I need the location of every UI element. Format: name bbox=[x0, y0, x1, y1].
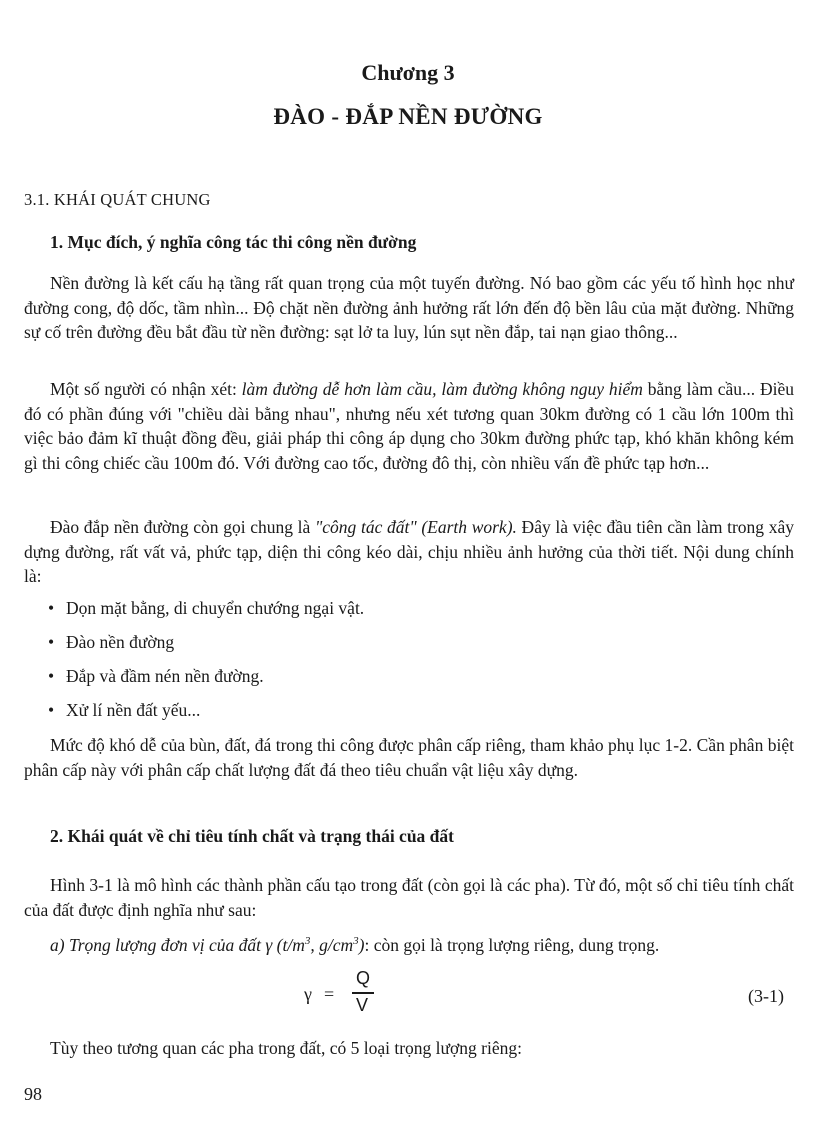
paragraph-2-rest: bằng làm cầu... Điều đó có phần đúng với "chiều dài bằng nhau", nhưng nếu xét tương quan 30km đường có 1 cầu lớn 100m thì việc bảo đảm kĩ thuật đồng đều, giải pháp thi công áp dụng cho 30km đường phức tạp, khó khăn không kém gì thi công chiếc cầu 100m đó. Với đường cao tốc, đường đô thị, còn nhiều vấn đề phức tạp hơn... bbox=[24, 379, 794, 474]
definition-text: : còn gọi là trọng lượng riêng, dung trọng. bbox=[364, 935, 660, 955]
definition-term: a) Trọng lượng đơn vị của đất γ ($t/m^3$, $g/cm^3$) bbox=[50, 935, 365, 955]
section-heading: 3.1. KHÁI QUÁT CHUNG bbox=[24, 190, 211, 209]
definition-line bbox=[50, 935, 659, 956]
bullet-dot-icon: • bbox=[48, 700, 55, 720]
list-item-text: Dọn mặt bằng, di chuyển chướng ngại vật. bbox=[66, 598, 365, 618]
list-item bbox=[48, 698, 364, 732]
bullet-dot-icon: • bbox=[48, 666, 55, 686]
paragraph-4: Mức độ khó dễ của bùn, đất, đá trong thi công được phân cấp riêng, tham khảo phụ lục 1-2. Cần phân biệt phân cấp này với phân cấp chất lượng đất đá theo tiêu chuẩn vật liệu xây dựng. bbox=[24, 735, 794, 780]
bullet-dot-icon: • bbox=[48, 598, 55, 618]
formula-numerator: Q bbox=[356, 968, 371, 988]
paragraph-2-start: Một số người có nhận xét: bbox=[50, 379, 242, 399]
paragraph-3-italic: "công tác đất" (Earth work). bbox=[314, 517, 517, 537]
list-item bbox=[48, 664, 364, 698]
formula-lhs: γ bbox=[304, 984, 312, 1004]
equation-number: (3-1) bbox=[748, 986, 784, 1006]
subheading-1: 1. Mục đích, ý nghĩa công tác thi công nền đường bbox=[50, 232, 417, 252]
paragraph-2 bbox=[24, 377, 794, 476]
bullet-list bbox=[48, 596, 364, 732]
formula-equals: = bbox=[324, 984, 335, 1004]
page-number: 98 bbox=[24, 1084, 42, 1104]
chapter-heading: Chương 3 bbox=[361, 60, 455, 85]
list-item bbox=[48, 596, 364, 630]
list-item-text: Đắp và đầm nén nền đường. bbox=[66, 666, 264, 686]
formula-denominator: V bbox=[356, 995, 369, 1015]
subheading-2: 2. Khái quát về chỉ tiêu tính chất và trạng thái của đất bbox=[50, 826, 454, 846]
list-item-text: Xử lí nền đất yếu... bbox=[66, 700, 201, 720]
paragraph-2-italic: làm đường dễ hơn làm cầu, làm đường không nguy hiểm bbox=[241, 379, 643, 399]
paragraph-3-rest: Đây là việc đầu tiên cần làm trong xây dựng đường, rất vất vả, phức tạp, diện thi công kéo dài, chịu nhiều ảnh hưởng của thời tiết. Nội dung chính là: bbox=[24, 517, 794, 587]
paragraph-6: Tùy theo tương quan các pha trong đất, có 5 loại trọng lượng riêng: bbox=[50, 1038, 522, 1058]
paragraph-5: Hình 3-1 là mô hình các thành phần cấu tạo trong đất (còn gọi là các pha). Từ đó, một số chỉ tiêu tính chất của đất được định nghĩa như sau: bbox=[24, 875, 794, 920]
chapter-title: ĐÀO - ĐẮP NỀN ĐƯỜNG bbox=[273, 104, 543, 129]
paragraph-3 bbox=[24, 515, 794, 589]
paragraph-3-start: Đào đắp nền đường còn gọi chung là bbox=[50, 517, 315, 537]
bullet-dot-icon: • bbox=[48, 632, 55, 652]
paragraph-1: Nền đường là kết cấu hạ tầng rất quan trọng của một tuyến đường. Nó bao gồm các yếu tố hình học như đường cong, độ dốc, tầm nhìn... Độ chặt nền đường ảnh hưởng rất lớn đến độ bền lâu của mặt đường. Những sự cố trên đường đều bắt đầu từ nền đường: sạt lở ta luy, lún sụt nền đắp, tai nạn giao thông... bbox=[24, 273, 794, 343]
formula-3-1 bbox=[304, 966, 424, 1022]
list-item bbox=[48, 630, 364, 664]
fraction-bar bbox=[352, 992, 374, 994]
list-item-text: Đào nền đường bbox=[66, 632, 175, 652]
